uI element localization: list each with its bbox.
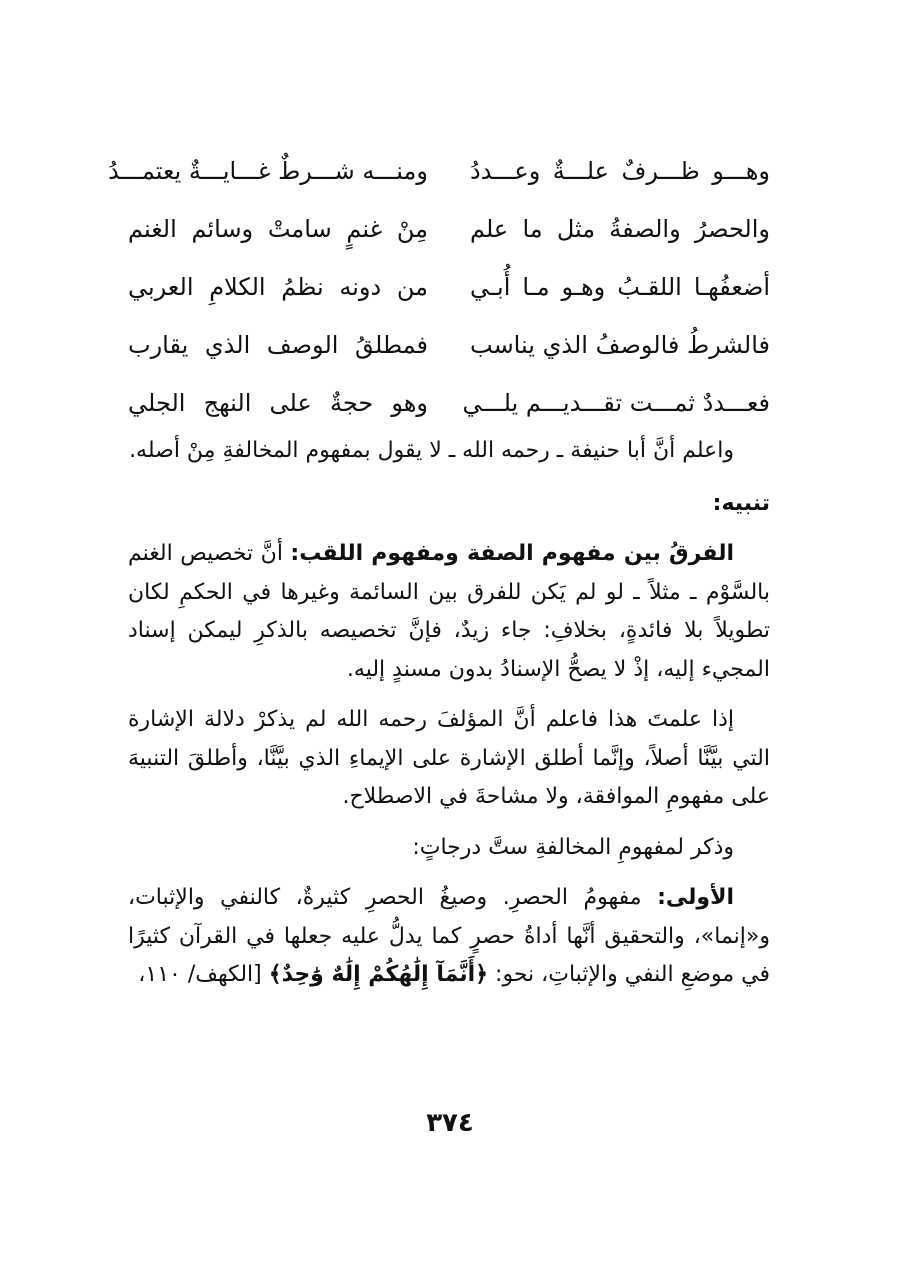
verse-line — [128, 316, 770, 374]
paragraph-text: إذا علمتَ هذا فاعلم أنَّ المؤلفَ رحمه الله لم يذكرْ دلالة الإشارة التي بيَّنَّا أصلاً، وإنَّما أطلق الإشارة على الإيماءِ الذي بيَّنَّا، وأطلقَ التنبيهَ على مفهومِ الموافقة، ولا مشاحةَ في الاصطلاح. — [128, 707, 770, 809]
verse-first-hemistich: وهـــو ظـــرفٌ علـــةٌ وعـــددُ — [470, 157, 770, 185]
verse-line — [128, 374, 770, 432]
paragraph-first-degree — [128, 879, 770, 995]
verse-second-hemistich: فمطلقُ الوصف الذي يقارب — [128, 331, 428, 359]
verse-line — [128, 258, 770, 316]
verse-second-hemistich: من دونه نظمُ الكلامِ العربي — [128, 273, 428, 301]
paragraph-lead: الأولى: — [657, 885, 734, 910]
verse-first-hemistich: والحصرُ والصفةُ مثل ما علم — [470, 215, 770, 243]
paragraph-lead: الفرقُ بين مفهوم الصفة ومفهوم اللقب: — [290, 541, 735, 566]
verse-second-hemistich: ومنـــه شـــرطٌ غـــايـــةٌ يعتمـــدُ — [108, 157, 428, 185]
paragraph-text: مفهومُ الحصرِ. وصيغُ الحصرِ كثيرةٌ، كالنفي والإثبات، و«إنما»، والتحقيق أنَّها أداةُ حصرٍ كما يدلُّ عليه جعلها في القرآن كثيرًا في موضعِ النفي والإثباتِ، نحو: — [128, 885, 770, 987]
quran-verse: ﴿أَنَّمَآ إِلَٰهُكُمْ إِلَٰهٌ وَٰحِدٌ﴾ — [268, 962, 489, 987]
section-heading: تنبيه: — [712, 490, 770, 516]
paragraph-author-note — [128, 701, 770, 817]
verse-first-hemistich: فعـــددٌ ثمـــت تقـــديـــم يلـــي — [462, 389, 770, 417]
verse-second-hemistich: وهو حجةٌ على النهج الجلي — [128, 389, 428, 417]
verse-first-hemistich: فالشرطُ فالوصفُ الذي يناسب — [470, 331, 770, 359]
paragraph-difference — [128, 535, 770, 689]
verse-block — [108, 142, 770, 432]
paragraph-text: وذكر لمفهومِ المخالفةِ ستَّ درجاتٍ: — [412, 834, 734, 860]
paragraph-abu-hanifa — [128, 432, 770, 471]
page-number: ٣٧٤ — [426, 1108, 474, 1138]
verse-line — [128, 200, 770, 258]
verse-first-hemistich: أضعفُهـا اللقـبُ وهـو مـا أُبـي — [470, 273, 770, 301]
verse-second-hemistich: مِنْ غنمٍ سامتْ وسائم الغنم — [128, 215, 428, 243]
paragraph-degrees-intro — [128, 829, 770, 868]
paragraph-text: أنَّ تخصيص الغنم بالسَّوْم ـ مثلاً ـ لو لم يَكن للفرق بين السائمة وغيرها في الحكمِ لكان تطويلاً بلا فائدةٍ، بخلافِ: جاء زيدٌ، فإنَّ تخصيصه بالذكرِ ليمكن إسناد المجيء إليه، إذْ لا يصحُّ الإسنادُ بدون مسندٍ إليه. — [128, 541, 770, 682]
paragraph-text: واعلم أنَّ أبا حنيفة ـ رحمه الله ـ لا يقول بمفهوم المخالفةِ مِنْ أصله. — [129, 438, 734, 463]
body-text — [128, 432, 770, 1007]
quran-citation: [الكهف/ ١١٠، — [138, 962, 269, 987]
verse-line — [108, 142, 770, 200]
